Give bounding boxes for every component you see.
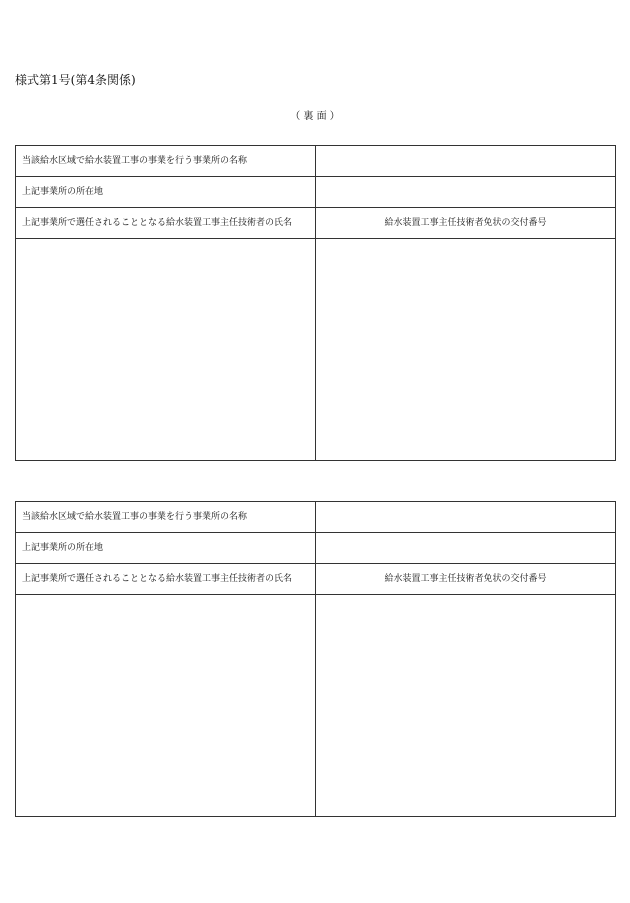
table-row bbox=[16, 208, 616, 239]
office-address-label: 上記事業所の所在地 bbox=[16, 177, 316, 208]
office-table-2 bbox=[15, 501, 616, 817]
office-address-label: 上記事業所の所在地 bbox=[16, 533, 316, 564]
chief-engineer-name-label: 上記事業所で選任されることとなる給水装置工事主任技術者の氏名 bbox=[16, 208, 316, 239]
table-row bbox=[16, 239, 616, 461]
office-name-label: 当該給水区域で給水装置工事の事業を行う事業所の名称 bbox=[16, 502, 316, 533]
office-address-field[interactable] bbox=[316, 177, 616, 208]
license-number-field[interactable] bbox=[316, 595, 616, 817]
license-number-field[interactable] bbox=[316, 239, 616, 461]
office-name-label: 当該給水区域で給水装置工事の事業を行う事業所の名称 bbox=[16, 146, 316, 177]
office-name-field[interactable] bbox=[316, 502, 616, 533]
table-row bbox=[16, 146, 616, 177]
license-number-label: 給水装置工事主任技術者免状の交付番号 bbox=[316, 208, 616, 239]
table-row bbox=[16, 533, 616, 564]
office-name-field[interactable] bbox=[316, 146, 616, 177]
license-number-label: 給水装置工事主任技術者免状の交付番号 bbox=[316, 564, 616, 595]
chief-engineer-name-field[interactable] bbox=[16, 595, 316, 817]
office-address-field[interactable] bbox=[316, 533, 616, 564]
reverse-side-label: （ 裏 面 ） bbox=[290, 111, 340, 122]
table-row bbox=[16, 502, 616, 533]
chief-engineer-name-label: 上記事業所で選任されることとなる給水装置工事主任技術者の氏名 bbox=[16, 564, 316, 595]
form-number-label: 様式第1号(第4条関係) bbox=[15, 73, 136, 87]
table-row bbox=[16, 564, 616, 595]
table-row bbox=[16, 595, 616, 817]
chief-engineer-name-field[interactable] bbox=[16, 239, 316, 461]
table-row bbox=[16, 177, 616, 208]
office-table-1 bbox=[15, 145, 616, 461]
